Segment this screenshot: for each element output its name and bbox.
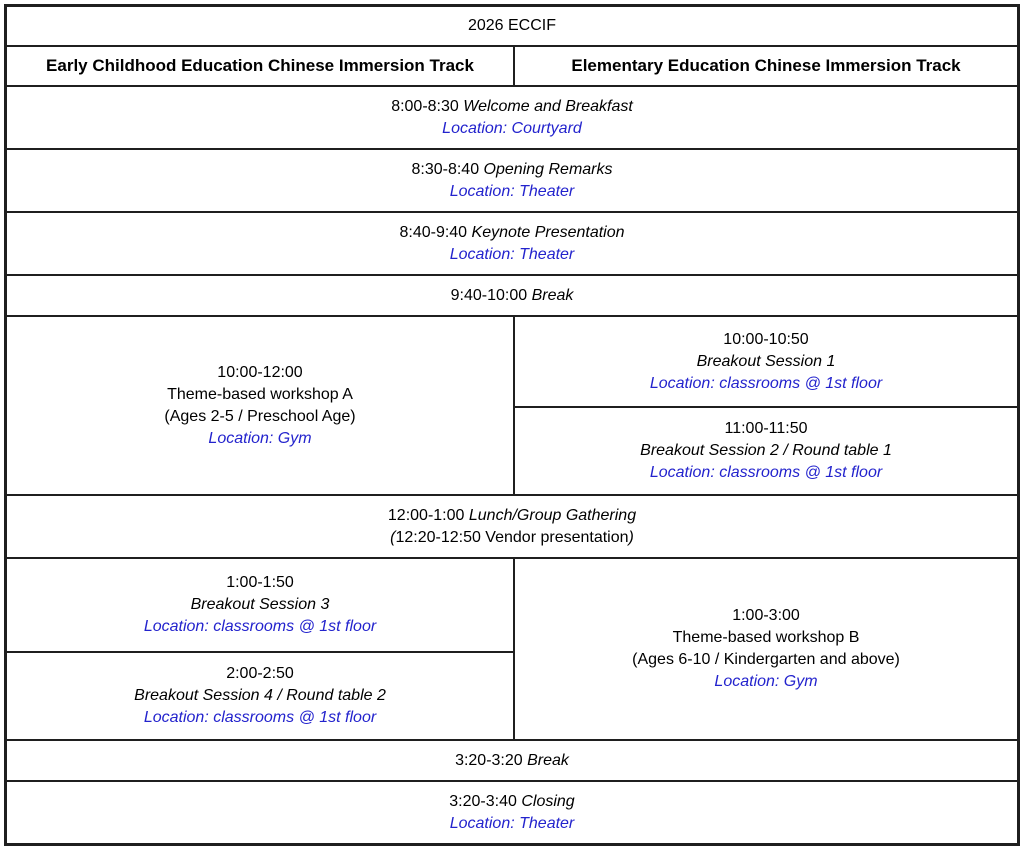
session-breakout-3 xyxy=(6,558,515,652)
session-time-title xyxy=(15,159,1009,181)
note-text: 12:20-12:50 Vendor presentation xyxy=(395,528,629,546)
session-workshop-a xyxy=(6,316,515,495)
session-time: 9:40-10:00 xyxy=(450,286,528,304)
session-time-title xyxy=(15,96,1009,118)
session-note xyxy=(15,527,1009,549)
session-afternoon-break xyxy=(6,740,1019,781)
session-location: Location: classrooms @ 1st floor xyxy=(143,709,377,726)
session-audience: (Ages 6-10 / Kindergarten and above) xyxy=(632,651,900,668)
session-time: 1:00-3:00 xyxy=(732,607,800,624)
session-time: 1:00-1:50 xyxy=(226,574,294,591)
session-time: 2:00-2:50 xyxy=(226,665,294,682)
session-morning-break xyxy=(6,275,1019,316)
paren-open: ( xyxy=(390,528,396,546)
session-row-keynote xyxy=(6,212,1019,275)
session-time: 8:00-8:30 xyxy=(391,97,459,115)
session-breakout-2 xyxy=(514,407,1018,495)
session-row-closing xyxy=(6,781,1019,845)
page-title: 2026 ECCIF xyxy=(6,6,1019,47)
session-row-welcome xyxy=(6,86,1019,149)
session-opening xyxy=(6,149,1019,212)
session-time-title xyxy=(15,222,1009,244)
session-welcome xyxy=(6,86,1019,149)
session-title: Lunch/Group Gathering xyxy=(468,506,637,524)
track-header-row xyxy=(6,46,1019,86)
session-title: Theme-based workshop A xyxy=(167,385,353,403)
session-title: Breakout Session 3 xyxy=(190,596,330,613)
session-title: Breakout Session 4 / Round table 2 xyxy=(134,687,386,704)
session-time: 11:00-11:50 xyxy=(724,420,808,437)
session-title: Breakout Session 1 xyxy=(696,352,836,370)
parallel-row-afternoon-1 xyxy=(6,558,1019,652)
paren-close: ) xyxy=(628,528,634,546)
session-location: Location: Courtyard xyxy=(442,119,582,137)
session-time: 12:00-1:00 xyxy=(387,506,465,524)
session-breakout-1 xyxy=(514,316,1018,407)
session-location: Location: classrooms @ 1st floor xyxy=(143,618,377,635)
session-title: Opening Remarks xyxy=(483,160,613,178)
session-title: Theme-based workshop B xyxy=(672,629,860,646)
session-lunch xyxy=(6,495,1019,558)
session-time: 8:30-8:40 xyxy=(411,160,480,178)
session-time-title xyxy=(15,791,1009,813)
session-workshop-b xyxy=(514,558,1018,740)
session-time: 3:20-3:40 xyxy=(449,792,517,810)
session-location: Location: Gym xyxy=(714,673,818,690)
session-row-lunch xyxy=(6,495,1019,558)
session-location: Location: Theater xyxy=(449,245,575,263)
track-header-early-childhood: Early Childhood Education Chinese Immersion Track xyxy=(6,46,515,86)
session-row-afternoon-break xyxy=(6,740,1019,781)
session-title: Welcome and Breakfast xyxy=(463,97,633,115)
session-row-opening xyxy=(6,149,1019,212)
session-title: Breakout Session 2 / Round table 1 xyxy=(640,442,892,459)
session-location: Location: Theater xyxy=(449,814,575,832)
session-audience: (Ages 2-5 / Preschool Age) xyxy=(164,407,356,425)
parallel-row-morning-1 xyxy=(6,316,1019,407)
session-location: Location: Gym xyxy=(208,429,312,447)
session-title: Break xyxy=(527,751,569,769)
session-row-morning-break xyxy=(6,275,1019,316)
session-title: Keynote Presentation xyxy=(471,223,625,241)
track-header-elementary: Elementary Education Chinese Immersion Track xyxy=(514,46,1018,86)
session-title: Break xyxy=(531,286,574,304)
session-time: 8:40-9:40 xyxy=(399,223,468,241)
session-time: 10:00-12:00 xyxy=(217,363,303,381)
session-location: Location: classrooms @ 1st floor xyxy=(649,464,883,481)
session-time: 10:00-10:50 xyxy=(723,330,809,348)
session-location: Location: Theater xyxy=(449,182,575,200)
session-breakout-4 xyxy=(6,652,515,740)
session-location: Location: classrooms @ 1st floor xyxy=(649,374,883,392)
session-keynote xyxy=(6,212,1019,275)
session-time: 3:20-3:20 xyxy=(455,751,523,769)
title-row xyxy=(6,6,1019,47)
session-closing xyxy=(6,781,1019,845)
session-title: Closing xyxy=(521,792,575,810)
session-time-title xyxy=(15,505,1009,527)
conference-schedule-table xyxy=(4,4,1020,846)
